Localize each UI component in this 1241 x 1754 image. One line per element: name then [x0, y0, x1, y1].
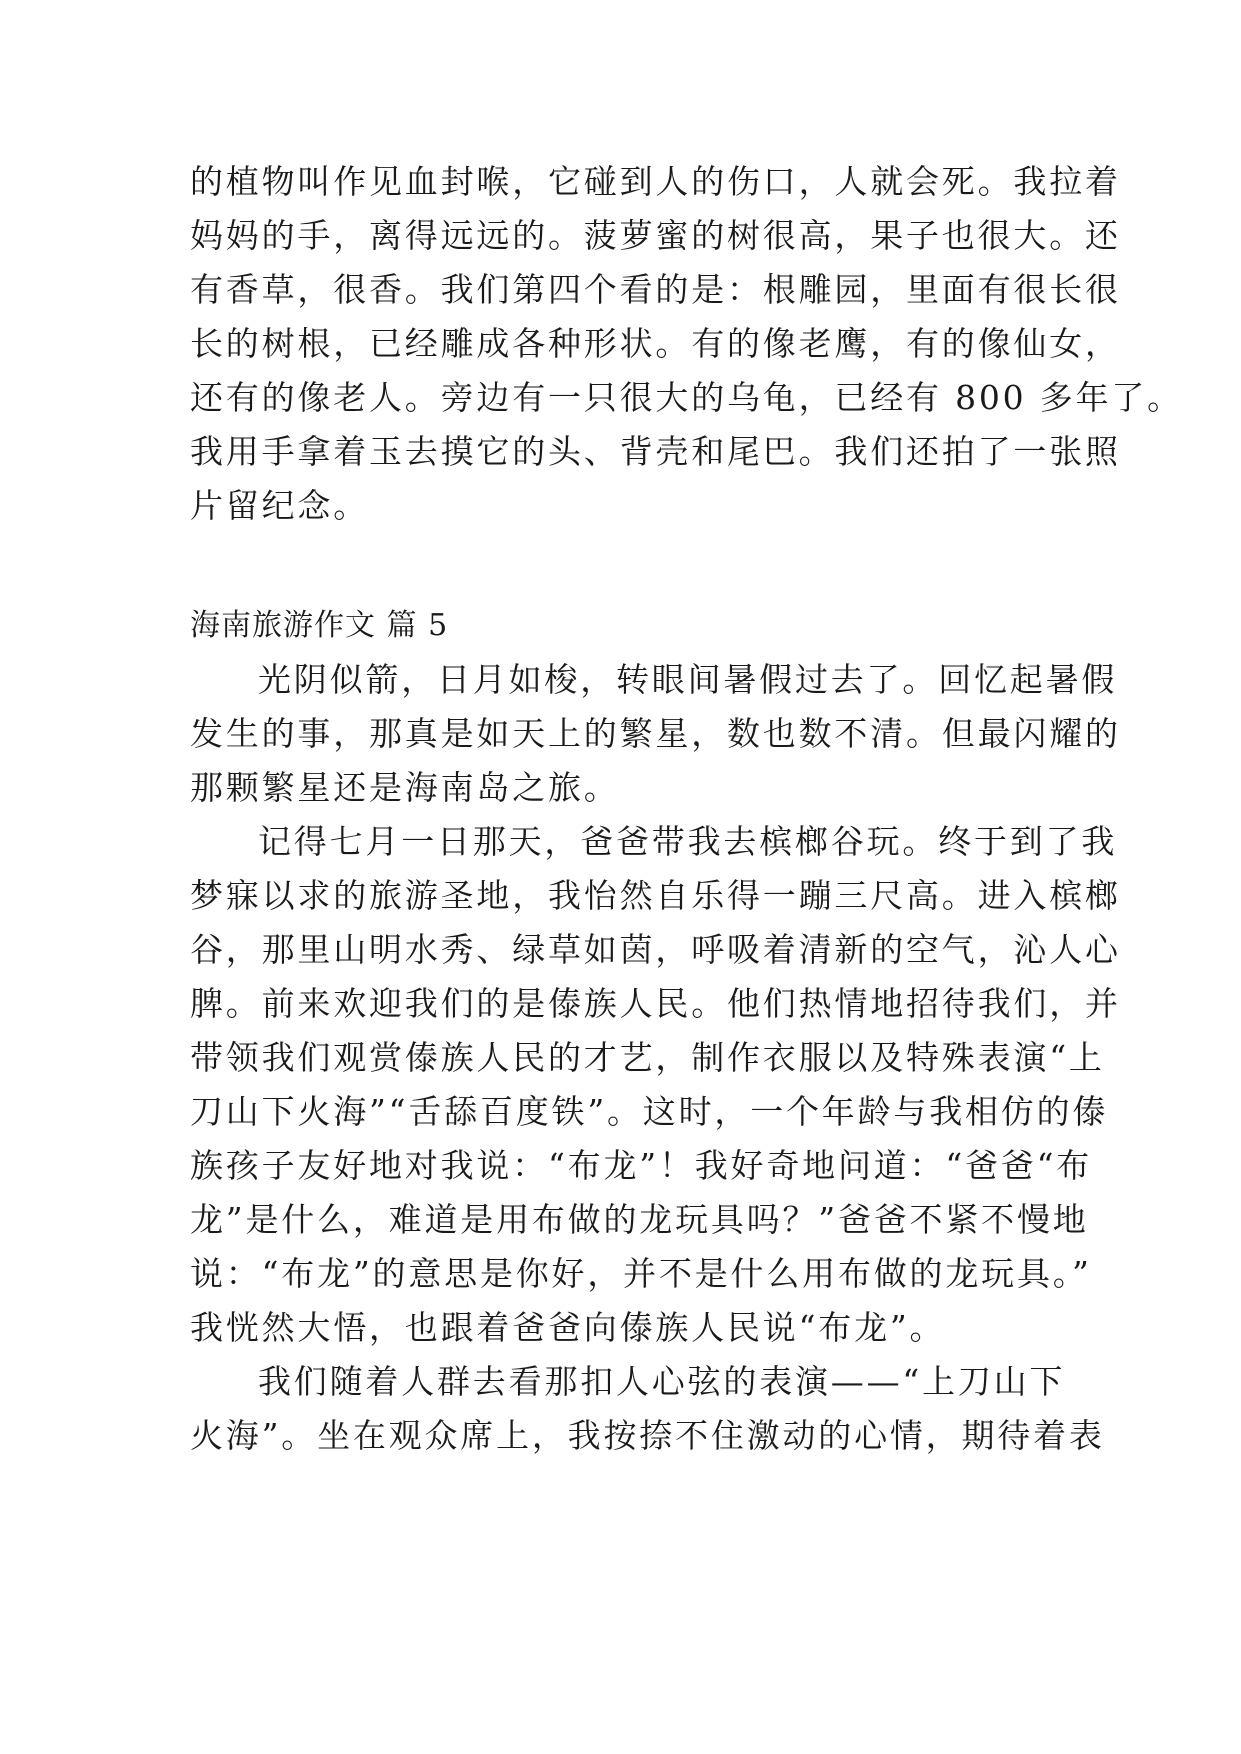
text-line: 刀山下火海”“舌舔百度铁”。这时，一个年龄与我相仿的傣: [190, 1092, 1109, 1131]
text-line: 我们随着人群去看那扣人心弦的表演——“上刀山下: [258, 1362, 1066, 1401]
text-line: 我用手拿着玉去摸它的头、背壳和尾巴。我们还拍了一张照: [190, 432, 1121, 471]
text-line: 还有的像老人。旁边有一只很大的乌龟，已经有 800 多年了。: [190, 378, 1183, 417]
text-line: 谷，那里山明水秀、绿草如茵，呼吸着清新的空气，沁人心: [190, 930, 1121, 969]
text-line: 梦寐以求的旅游圣地，我怡然自乐得一蹦三尺高。进入槟榔: [190, 876, 1121, 915]
continuation-paragraph: [190, 155, 1183, 533]
text-line: 长的树根，已经雕成各种形状。有的像老鹰，有的像仙女，: [190, 324, 1121, 363]
text-line: 带领我们观赏傣族人民的才艺，制作衣服以及特殊表演“上: [190, 1038, 1105, 1077]
text-line: 我恍然大悟，也跟着爸爸向傣族人民说“布龙”。: [190, 1308, 946, 1347]
section-title: 海南旅游作文 篇 5: [190, 608, 449, 643]
text-line: 龙”是什么，难道是用布做的龙玩具吗？”爸爸不紧不慢地: [190, 1200, 1089, 1239]
text-line: 的植物叫作见血封喉，它碰到人的伤口，人就会死。我拉着: [190, 162, 1121, 201]
text-line: 脾。前来欢迎我们的是傣族人民。他们热情地招待我们，并: [190, 984, 1121, 1023]
paragraph-3: [190, 1355, 1105, 1463]
text-line: 发生的事，那真是如天上的繁星，数也数不清。但最闪耀的: [190, 714, 1121, 753]
text-line: 族孩子友好地对我说：“布龙”！我好奇地问道：“爸爸“布: [190, 1146, 1093, 1185]
text-line: 火海”。坐在观众席上，我按捺不住激动的心情，期待着表: [190, 1416, 1105, 1455]
text-line: 妈妈的手，离得远远的。菠萝蜜的树很高，果子也很大。还: [190, 216, 1121, 255]
text-line: 记得七月一日那天，爸爸带我去槟榔谷玩。终于到了我: [258, 822, 1118, 861]
document-page: [190, 155, 1183, 1463]
text-line: 片留纪念。: [190, 486, 369, 525]
text-line: 有香草，很香。我们第四个看的是：根雕园，里面有很长很: [190, 270, 1121, 309]
paragraph-2: [190, 815, 1121, 1355]
paragraph-1: [190, 653, 1121, 815]
text-line: 说：“布龙”的意思是你好，并不是什么用布做的龙玩具。”: [190, 1254, 1092, 1293]
text-line: 那颗繁星还是海南岛之旅。: [190, 768, 620, 807]
text-line: 光阴似箭，日月如梭，转眼间暑假过去了。回忆起暑假: [258, 660, 1118, 699]
